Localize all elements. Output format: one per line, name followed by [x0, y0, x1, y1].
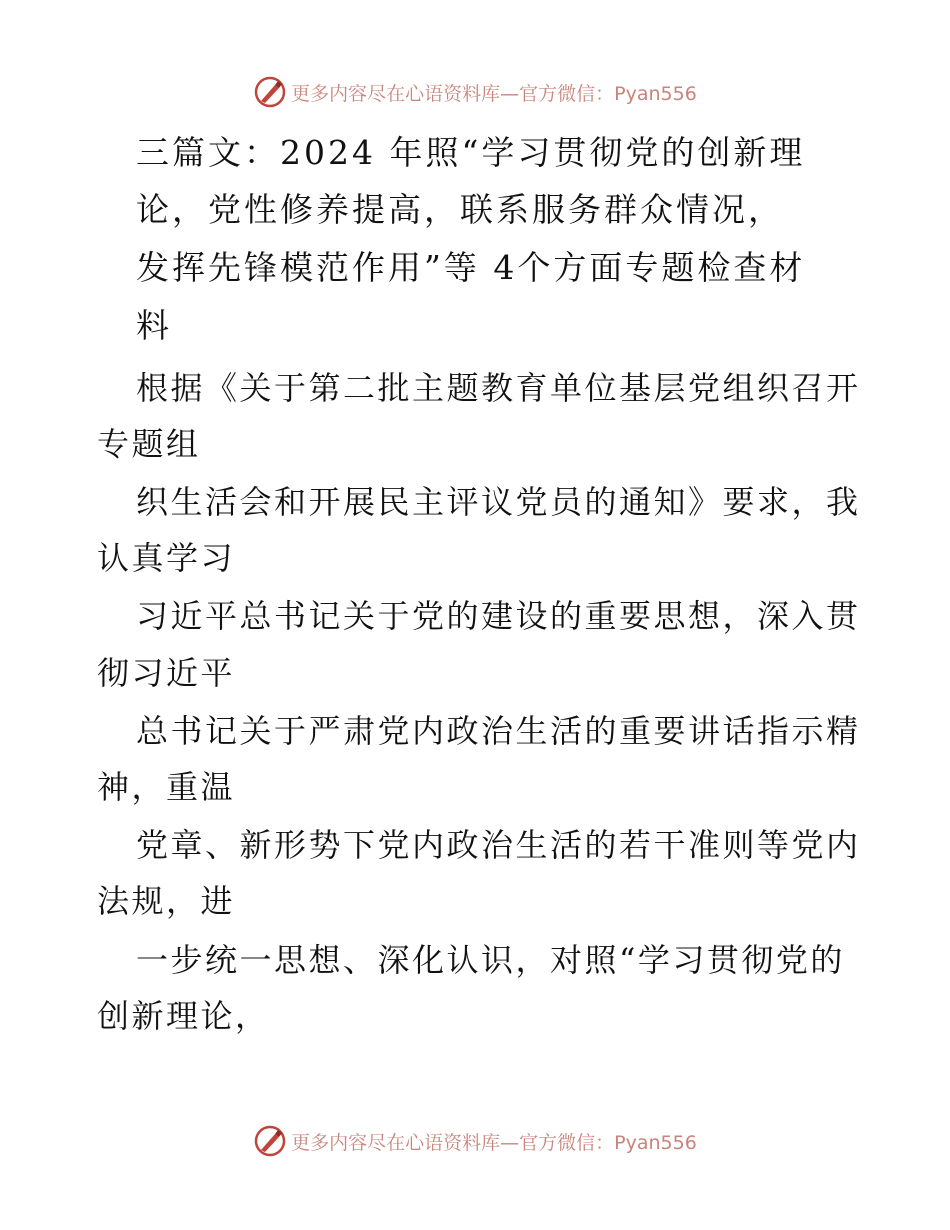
body-line: 法规，进: [97, 882, 236, 920]
body-line: 创新理论，: [97, 997, 270, 1035]
body-line: 彻习近平: [97, 654, 236, 692]
body-line: 织生活会和开展民主评议党员的通知》要求，我: [136, 483, 861, 521]
pen-logo-icon: [253, 75, 287, 109]
title-line: 三篇文：2024 年照“学习贯彻党的创新理: [136, 133, 806, 172]
body-line: 神，重温: [97, 768, 236, 806]
body-line: 党章、新形势下党内政治生活的若干准则等党内: [136, 826, 861, 864]
body-line: 习近平总书记关于党的建设的重要思想，深入贯: [136, 597, 861, 635]
body-line: 认真学习: [97, 539, 236, 577]
header-watermark: [0, 72, 950, 112]
watermark-text: 更多内容尽在心语资料库—官方微信：Pyan556: [291, 82, 697, 105]
body-line: 根据《关于第二批主题教育单位基层党组织召开: [136, 369, 861, 407]
title-line: 发挥先锋模范作用”等 4个方面专题检查材: [136, 248, 806, 287]
title-line: 料: [136, 306, 172, 345]
body-line: 一步统一思想、深化认识，对照“学习贯彻党的: [136, 941, 845, 979]
watermark-text: 更多内容尽在心语资料库—官方微信：Pyan556: [291, 1131, 697, 1154]
body-line: 专题组: [97, 425, 201, 463]
footer-watermark: [0, 1121, 950, 1161]
pen-logo-icon: [253, 1124, 287, 1158]
title-line: 论，党性修养提高，联系服务群众情况，: [136, 190, 784, 229]
body-line: 总书记关于严肃党内政治生活的重要讲话指示精: [136, 712, 861, 750]
